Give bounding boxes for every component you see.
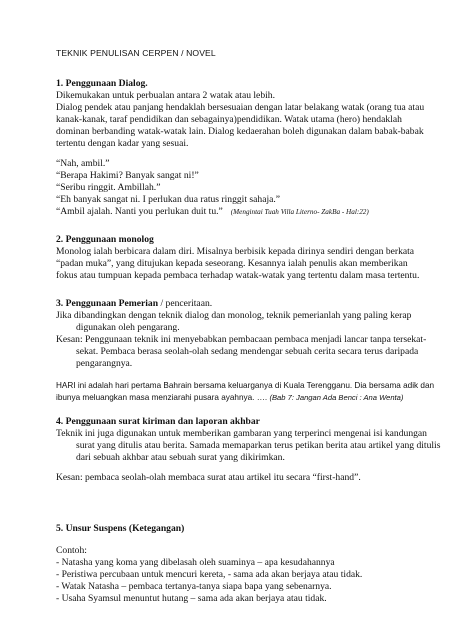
suspense-example-item: - Usaha Syamsul menuntut hutang – sama ada akan berjaya atau tidak. (56, 593, 327, 604)
section-2-text-line: “padan muka”, yang ditujukan kepada seseorang. Kesannya ialah penulis akan memberikan (56, 258, 408, 269)
section-4-heading: 4. Penggunaan surat kiriman dan laporan akhbar (56, 416, 260, 427)
section-3-text-line: Jika dibandingkan dengan teknik dialog dan monolog, teknik pemerianlah yang paling kerap (56, 310, 412, 321)
section-1-text-line: tertentu dengan kadar yang sesuai. (56, 138, 189, 149)
document-title: TEKNIK PENULISAN CERPEN / NOVEL (56, 48, 216, 58)
dialog-quote: “Seribu ringgit. Ambillah.” (56, 182, 161, 193)
section-1-heading: 1. Penggunaan Dialog. (56, 78, 148, 89)
section-1-text-line: Dikemukakan untuk perbualan antara 2 watak atau lebih. (56, 90, 275, 101)
section-2-heading: 2. Penggunaan monolog (56, 234, 154, 245)
example-citation: (Bab 7: Jangan Ada Benci : Ana Wenta) (269, 393, 404, 402)
section-3-text-line: sekat. Pembaca berasa seolah-olah sedang mendengar sebuah cerita secara terus daripada (76, 346, 419, 357)
section-1-text-line: dominan berbanding watak-watak lain. Dialog kedaerahan boleh digunakan dalam babak-babak (56, 126, 424, 137)
suspense-example-item: - Natasha yang koma yang dibelasah oleh suaminya – apa kesudahannya (56, 557, 335, 568)
section-4-text-line: surat yang ditulis atau berita. Samada memaparkan terus petikan berita atau artikel yang ditulis (76, 440, 441, 451)
section-3-text-line: pengarangnya. (76, 358, 133, 369)
dialog-quote-with-citation (56, 206, 369, 218)
section-3-heading-line (56, 298, 212, 310)
section-3-heading: 3. Penggunaan Pemerian (56, 298, 159, 309)
dialog-quote: “Berapa Hakimi? Banyak sangat ni!” (56, 170, 199, 181)
section-4-text-line: Teknik ini juga digunakan untuk memberikan gambaran yang terperinci mengenai isi kandungan (56, 428, 427, 439)
section-5-heading: 5. Unsur Suspens (Ketegangan) (56, 523, 185, 534)
suspense-example-item: - Peristiwa percubaan untuk mencuri kereta, - sama ada akan berjaya atau tidak. (56, 569, 363, 580)
section-3-text-line: Kesan: Penggunaan teknik ini menyebabkan pembacaan pembaca menjadi lancar tanpa tersekat- (56, 334, 427, 345)
section-3-text-line: digunakan oleh pengarang. (76, 322, 180, 333)
dialog-quote: “Ambil ajalah. Nanti you perlukan duit tu.” (56, 206, 223, 217)
section-3-heading-suffix: / penceritaan. (158, 298, 213, 309)
suspense-example-item: - Watak Natasha – pembaca tertanya-tanya siapa bapa yang sebenarnya. (56, 581, 332, 592)
example-excerpt-line: HARI ini adalah hari pertama Bahrain bersama keluarganya di Kuala Terengganu. Dia bersama adik dan (56, 381, 435, 390)
dialog-quote: “Eh banyak sangat ni. I perlukan dua ratus ringgit sahaja.” (56, 194, 281, 205)
section-4-text-line: dari sebuah akhbar atau sebuah surat yang dikirimkan. (76, 452, 285, 463)
dialog-quote: “Nah, ambil.” (56, 158, 110, 169)
section-4-kesan: Kesan: pembaca seolah-olah membaca surat atau artikel itu secara “first-hand”. (56, 472, 361, 483)
section-2-text-line: fokus atau tumpuan kepada pembaca terhadap watak-watak yang tertentu dalam masa tertentu. (56, 270, 420, 281)
section-2-text-line: Monolog ialah berbicara dalam diri. Misalnya berbisik kepada dirinya sendiri dengan berkata (56, 246, 415, 257)
contoh-label: Contoh: (56, 545, 87, 556)
dialog-citation: (Mengintai Tuah Villa Literno- ZakBa - Hal:22) (230, 208, 369, 216)
example-excerpt-line (56, 392, 403, 404)
example-excerpt-text: ibunya meluangkan masa menziarahi pusara ayahnya. …. (56, 393, 270, 402)
section-1-text-line: kanak-kanak, taraf pendidikan dan sebagainya)pendidikan. Watak utama (hero) hendaklah (56, 114, 402, 125)
section-1-text-line: Dialog pendek atau panjang hendaklah bersesuaian dengan latar belakang watak (orang tua atau (56, 102, 425, 113)
